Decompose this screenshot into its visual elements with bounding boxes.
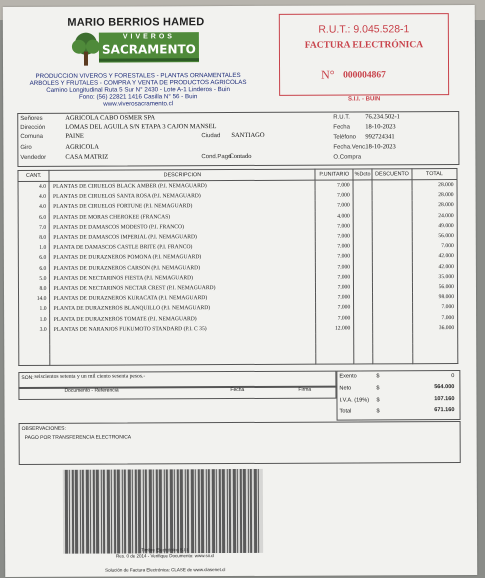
barcode-stripe	[145, 469, 147, 553]
cell-punitario: 7.000	[316, 262, 354, 272]
cell-punitario: 7.000	[316, 242, 354, 252]
barcode-stripe	[229, 469, 231, 553]
cell-dcto	[354, 323, 373, 333]
cell-dcto	[353, 242, 372, 252]
cell-punitario	[316, 333, 354, 343]
barcode-stripe	[191, 469, 194, 553]
cell-descripcion: PLANTAS DE CIRUELOS BLACK AMBER (P.I. NEMAGUARD)	[49, 180, 315, 192]
client-ciudad: SANTIAGO	[231, 131, 265, 140]
items-table	[17, 168, 458, 366]
barcode-stripe	[132, 469, 133, 553]
son-label: SON:	[21, 374, 34, 381]
total-label: Total	[339, 408, 352, 415]
col-cant: CANT.	[18, 170, 50, 181]
direccion-label: Dirección	[20, 124, 46, 131]
cell-cant: 6.0	[18, 212, 49, 222]
cell-descripcion: PLANTAS DE MORAS CHEROKEE (FRANCAS)	[50, 211, 316, 222]
cell-punitario: 7.000	[316, 231, 354, 241]
exento-value: 0	[451, 373, 455, 380]
logo-stripe	[99, 58, 199, 61]
cell-dcto	[353, 180, 372, 191]
fechavenc-label: Fecha.Venc.	[333, 144, 367, 151]
address-line: Camino Longitudinal Ruta 5 Sur N° 2430 - Lote A-1 Linderos - Buin	[46, 86, 231, 94]
ocompra-label: O.Compra	[333, 154, 362, 161]
barcode-stripe	[103, 470, 105, 554]
fecha-sign-label: Fecha	[230, 386, 245, 394]
condpago-label: Cond.Pago	[201, 154, 232, 161]
cell-punitario: 4.000	[316, 211, 354, 221]
amount-in-words: seiscientos setenta y un mil ciento sesenta pesos.-	[34, 373, 146, 380]
cell-total: 24.000	[412, 211, 457, 221]
barcode-stripe	[75, 470, 78, 554]
client-condpago: Contado	[229, 152, 252, 161]
cell-total: 28.000	[412, 180, 457, 191]
cell-descuento	[372, 252, 412, 262]
cell-total: 35.000	[412, 272, 457, 282]
cell-punitario: 7.000	[315, 180, 353, 191]
cell-cant: 7.0	[18, 223, 49, 233]
cell-descuento	[372, 211, 412, 221]
cell-punitario: 7.000	[316, 221, 354, 231]
cell-cant: 8.0	[18, 233, 49, 243]
cell-descripcion: PLANTAS DE NECTARINOS NECTAR CREST (P.I. NEMAGUARD)	[50, 283, 316, 294]
cell-descripcion: PLANTAS DE NARANJOS FUKUMOTO STANDARD (P.I. C 35)	[50, 323, 316, 334]
client-rut-label: R.U.T.	[333, 114, 350, 121]
client-vendedor: CASA MATRIZ	[65, 153, 109, 161]
cell-dcto	[353, 221, 372, 231]
cell-cant: 3.0	[19, 324, 50, 334]
giro-label: Giro	[20, 144, 32, 151]
cell-descripcion: PLANTA DE DURAZNEROS TOMATE (P.I. NEMAGUARD)	[50, 313, 316, 324]
barcode-stripe	[212, 469, 215, 553]
cell-descuento	[373, 323, 413, 333]
logo-viveros: VIVEROS	[122, 33, 175, 41]
cell-punitario	[316, 344, 354, 354]
currency-sign: $	[376, 397, 380, 404]
currency-sign: $	[376, 408, 380, 415]
vendedor-label: Vendedor	[20, 154, 47, 161]
number-label: N°	[321, 67, 335, 82]
barcode-stripe	[114, 470, 116, 554]
cell-descuento	[372, 231, 412, 241]
currency-sign: $	[376, 373, 380, 380]
barcode-stripe	[107, 470, 110, 554]
cell-total: 36.000	[413, 323, 458, 333]
cell-cant: 14.0	[19, 294, 50, 304]
cell-descuento	[372, 201, 412, 211]
barcode-stripe	[233, 469, 236, 553]
logo-sacramento: SACRAMENTO	[101, 42, 196, 57]
barcode-stripe	[138, 469, 141, 553]
barcode-stripe	[170, 469, 173, 553]
cell-dcto	[354, 272, 373, 282]
neto-label: Neto	[339, 385, 352, 392]
cell-dcto	[353, 191, 372, 201]
cell-dcto	[353, 201, 372, 211]
barcode-stripe	[69, 470, 70, 554]
cell-punitario: 7.000	[315, 191, 353, 201]
cell-total: 28.000	[412, 200, 457, 210]
cell-total: 7.000	[412, 241, 457, 251]
cell-dcto	[353, 211, 372, 221]
client-comuna: PAINE	[65, 132, 84, 140]
cell-descuento	[372, 190, 412, 200]
cell-total	[413, 343, 458, 353]
cell-punitario: 7.000	[315, 201, 353, 211]
cell-dcto	[354, 252, 373, 262]
cell-descuento	[372, 272, 412, 282]
cell-descuento	[373, 313, 413, 323]
barcode-stripe	[201, 469, 204, 553]
cell-cant	[19, 355, 50, 366]
firma-label: Firma	[298, 386, 312, 393]
cell-descripcion: PLANTA DE DAMASCOS CASTLE BRITE (P.I. FRANCO)	[50, 242, 316, 253]
activity-line: ARBOLES Y FRUTALES - COMPRA Y VENTA DE PRODUCTOS AGRICOLAS	[29, 78, 247, 87]
ciudad-label: Ciudad	[201, 133, 221, 140]
cell-dcto	[354, 343, 373, 353]
cell-punitario: 12.000	[316, 323, 354, 333]
cell-descripcion: PLANTAS DE DAMASCOS MODESTO (P.I. FRANCO)	[50, 221, 316, 232]
cell-punitario: 7.000	[316, 272, 354, 282]
issue-date: 18-10-2023	[365, 123, 396, 131]
barcode-stripe	[177, 469, 179, 553]
cell-cant	[19, 335, 50, 345]
barcode-stripe	[219, 469, 221, 553]
comuna-label: Comuna	[20, 133, 44, 140]
cell-dcto	[354, 354, 373, 365]
client-rut: 76.234.502-1	[365, 113, 400, 121]
cell-total: 56.000	[412, 282, 457, 292]
client-giro: AGRICOLA	[65, 143, 99, 151]
barcode-stripe	[159, 469, 162, 553]
barcode-stripe	[237, 469, 238, 553]
barcode-stripe	[180, 469, 183, 553]
barcode-stripe	[254, 469, 257, 553]
cell-descuento	[373, 302, 413, 312]
cell-punitario: 7.000	[316, 303, 354, 313]
cell-cant: 8.0	[18, 284, 49, 294]
barcode-stripe	[216, 469, 217, 553]
cell-descripcion: PLANTAS DE NECTARINOS FIESTA (P.I. NEMAGUARD)	[50, 272, 316, 283]
client-name: AGRICOLA CABO OSMER SPA	[65, 114, 156, 122]
footer-stamp: Timbre Electrónico S.I.I.	[141, 547, 190, 553]
cell-cant: 4.0	[18, 202, 49, 212]
cell-descripcion: PLANTAS DE DURAZNEROS CARSON (P.I. NEMAGUARD)	[50, 262, 316, 273]
cell-cant: 1.0	[18, 243, 49, 253]
cell-dcto	[354, 303, 373, 313]
barcode-stripe	[258, 469, 259, 553]
cell-total: 98.000	[412, 292, 457, 302]
sii-office: S.I.I. - BUIN	[347, 96, 381, 103]
barcode-stripe	[96, 470, 99, 554]
barcode-stripe	[65, 470, 68, 554]
barcode-stripe	[90, 470, 91, 554]
neto-value: 564.000	[434, 384, 455, 391]
barcode-stripe	[187, 469, 189, 553]
telefono-label: Teléfono	[333, 134, 357, 141]
tree-logo-icon	[71, 32, 101, 68]
cell-total: 7.000	[412, 302, 457, 312]
cell-descripcion: PLANTAS DE CIRUELOS FORTUNE (P.I. NEMAGUARD)	[50, 201, 316, 212]
cell-descuento	[372, 180, 412, 191]
barcode-stripe	[198, 469, 200, 553]
col-dcto: %Dcto	[353, 169, 372, 180]
col-total: TOTAL	[412, 169, 457, 180]
barcode-stripe	[156, 469, 158, 553]
cell-descuento	[373, 282, 413, 292]
cell-descuento	[373, 343, 413, 353]
phone-line: Fono: (56) 22821 1416 Casilla N° 56 - Buin	[78, 93, 198, 101]
cell-descuento	[373, 353, 413, 364]
cell-punitario: 7.000	[316, 252, 354, 262]
electronic-stamp-barcode	[63, 469, 263, 554]
client-address: LOMAS DEL AGUILA S/N ETAPA 3 CAJON MANSEL	[65, 123, 217, 131]
cell-total	[413, 333, 458, 343]
ref-label: Documento - Referencia	[64, 387, 119, 394]
cell-descripcion	[50, 354, 316, 366]
issuer-rut: R.U.T.: 9.045.528-1	[318, 23, 410, 36]
barcode-stripe	[174, 469, 175, 553]
senores-label: Señores	[20, 115, 43, 122]
client-phone: 992724341	[365, 133, 395, 141]
cell-cant: 1.0	[19, 314, 50, 324]
cell-punitario: 7.000	[316, 293, 354, 303]
barcode-stripe	[222, 469, 225, 553]
cell-descripcion: PLANTAS DE CIRUELOS SANTA ROSA (P.I. NEMAGUARD)	[50, 191, 316, 202]
barcode-stripe	[86, 470, 89, 554]
total-value: 671.160	[434, 407, 455, 414]
cell-cant: 6.0	[18, 253, 49, 263]
cell-descripcion: PLANTAS DE DAMASCOS IMPERIAL (P.I. NEMAGUARD)	[50, 232, 316, 243]
website-line: www.viverosacramento.cl	[103, 100, 174, 108]
currency-sign: $	[376, 385, 380, 392]
cell-total: 56.000	[412, 231, 457, 241]
barcode-stripe	[135, 469, 137, 553]
obs-label: OBSERVACIONES:	[21, 425, 66, 432]
cell-dcto	[354, 333, 373, 343]
barcode-stripe	[82, 470, 84, 554]
barcode-stripe	[250, 469, 252, 553]
barcode-stripe	[240, 469, 242, 553]
observations-box	[19, 421, 461, 465]
invoice-number: 000004867	[343, 70, 386, 81]
exento-label: Exento	[339, 373, 357, 380]
barcode-stripe	[93, 470, 95, 554]
barcode-stripe	[117, 470, 120, 554]
cell-descuento	[372, 241, 412, 251]
cell-dcto	[353, 231, 372, 241]
barcode-stripe	[128, 469, 131, 553]
cell-cant: 4.0	[18, 181, 49, 192]
footer-res: Res. 0 de 2014 - Verifique Documento: www.sii.cl	[115, 553, 215, 559]
cell-cant: 4.0	[18, 192, 49, 202]
cell-punitario: 7.000	[316, 282, 354, 292]
cell-total: 7.000	[413, 312, 458, 322]
barcode-stripe	[195, 469, 196, 553]
cell-descripcion: PLANTAS DE DURAZNEROS POMONA (P.I. NEMAGUARD)	[50, 252, 316, 263]
cell-dcto	[354, 313, 373, 323]
cell-dcto	[354, 282, 373, 292]
obs-text: PAGO POR TRANSFERENCIA ELECTRONICA	[24, 434, 132, 441]
table-row-empty	[19, 353, 458, 366]
cell-descuento	[373, 292, 413, 302]
barcode-stripe	[149, 469, 152, 553]
activity-line: PRODUCCION VIVEROS Y FORESTALES - PLANTAS ORNAMENTALES	[35, 71, 241, 80]
cell-descuento	[372, 221, 412, 231]
barcode-stripe	[124, 470, 126, 554]
due-date: 18-10-2023	[365, 143, 396, 151]
col-descuento: DESCUENTO	[372, 169, 412, 180]
cell-total: 42.000	[412, 262, 457, 272]
footer-provider: Solución de Factura Electrónica: CLASE de www.clasenet.cl	[105, 567, 226, 573]
cell-total: 49.000	[412, 221, 457, 231]
cell-cant: 1.0	[19, 304, 50, 314]
col-descripcion: DESCRIPCION	[49, 169, 315, 181]
invoice-sheet	[3, 5, 477, 577]
barcode-stripe	[243, 469, 246, 553]
cell-punitario: 7.000	[316, 313, 354, 323]
fecha-label: Fecha	[333, 124, 350, 131]
cell-cant: 5.0	[18, 274, 49, 284]
iva-label: I.V.A. (19%)	[339, 397, 370, 404]
cell-dcto	[354, 292, 373, 302]
barcode-stripe	[72, 470, 74, 554]
cell-descripcion: PLANTA DE DURAZNEROS BLANQUILLO (P.I. NEMAGUARD)	[50, 303, 316, 314]
cell-total	[413, 353, 458, 364]
cell-cant: 6.0	[18, 263, 49, 273]
document-type: FACTURA ELECTRÓNICA	[304, 40, 424, 51]
cell-total: 28.000	[412, 190, 457, 200]
cell-descuento	[373, 333, 413, 343]
cell-punitario	[316, 354, 354, 365]
cell-total: 42.000	[412, 251, 457, 261]
barcode-stripe	[111, 470, 112, 554]
cell-dcto	[354, 262, 373, 272]
cell-cant	[19, 345, 50, 355]
barcode-stripe	[153, 469, 154, 553]
cell-descripcion: PLANTAS DE DURAZNEROS KURACATA (P.I. NEMAGUARD)	[50, 293, 316, 304]
issuer-name: MARIO BERRIOS HAMED	[67, 16, 205, 29]
barcode-stripe	[166, 469, 168, 553]
barcode-stripe	[208, 469, 210, 553]
iva-value: 107.160	[434, 396, 455, 403]
cell-descuento	[372, 262, 412, 272]
col-punitario: P.UNITARIO	[315, 169, 353, 180]
